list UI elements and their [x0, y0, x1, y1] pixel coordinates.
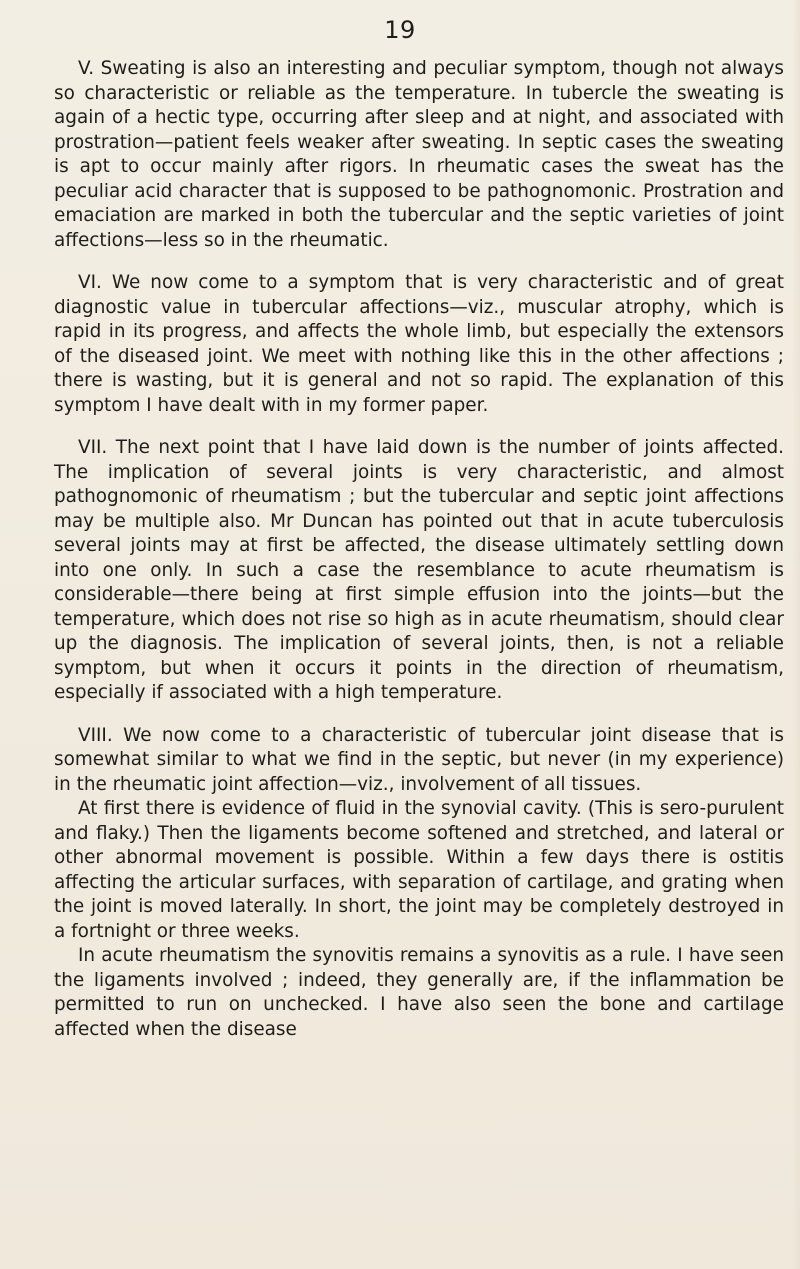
page-number: 19: [384, 16, 416, 44]
paragraph-tissue-progression: At first there is evidence of fluid in the synovial cavity. (This is sero-purulent and flaky.) Then the ligaments become softened and stretched, and lateral or other abnormal movement is possible. Within a few days there is ostitis affecting the articular surfaces, with separation of cartilage, and grating when the joint is moved laterally. In short, the joint may be completely destroyed in a fortnight or three weeks.: [54, 798, 784, 942]
paragraph-vi: VI. We now come to a symptom that is very characteristic and of great diagnostic value in tubercular affections—viz., muscular atrophy, which is rapid in its progress, and affects the whole limb, but especially the extensors of the diseased joint. We meet with nothing like this in the other affections ; there is wasting, but it is general and not so rapid. The explanation of this symptom I have dealt with in my former paper.: [54, 272, 784, 416]
paragraph-vii: VII. The next point that I have laid down is the number of joints affected. The implication of several joints is very characteristic, and almost pathognomonic of rheumatism ; but the tubercular and septic joint affections may be multiple also. Mr Duncan has pointed out that in acute tuberculosis several joints may at first be affected, the disease ultimately settling down into one only. In such a case the resemblance to acute rheumatism is considerable—there being at first simple effusion into the joints—but the temperature, which does not rise so high as in acute rheumatism, should clear up the diagnosis. The implication of several joints, then, is not a reliable symptom, but when it occurs it points in the direction of rheumatism, especially if associated with a high temperature.: [54, 437, 784, 703]
paragraph-v: V. Sweating is also an interesting and peculiar symptom, though not always so characteristic or reliable as the temperature. In tubercle the sweating is again of a hectic type, occurring after sleep and at night, and associated with prostration—patient feels weaker after sweating. In septic cases the sweating is apt to occur mainly after rigors. In rheumatic cases the sweat has the peculiar acid character that is supposed to be pathognomonic. Prostration and emaciation are marked in both the tubercular and the septic varieties of joint affections—less so in the rheumatic.: [54, 58, 784, 251]
paragraph-rheumatism-synovitis: In acute rheumatism the synovitis remains a synovitis as a rule. I have seen the ligaments involved ; indeed, they generally are, if the inflammation be permitted to run on unchecked. I have also seen the bone and cartilage affected when the disease: [54, 945, 784, 1040]
paragraph-viii: VIII. We now come to a characteristic of tubercular joint disease that is somewhat similar to what we find in the septic, but never (in my experience) in the rheumatic joint affection—viz., involvement of all tissues.: [54, 724, 784, 795]
paper-edge-shadow: [792, 0, 800, 1269]
page-content: [54, 57, 784, 1042]
